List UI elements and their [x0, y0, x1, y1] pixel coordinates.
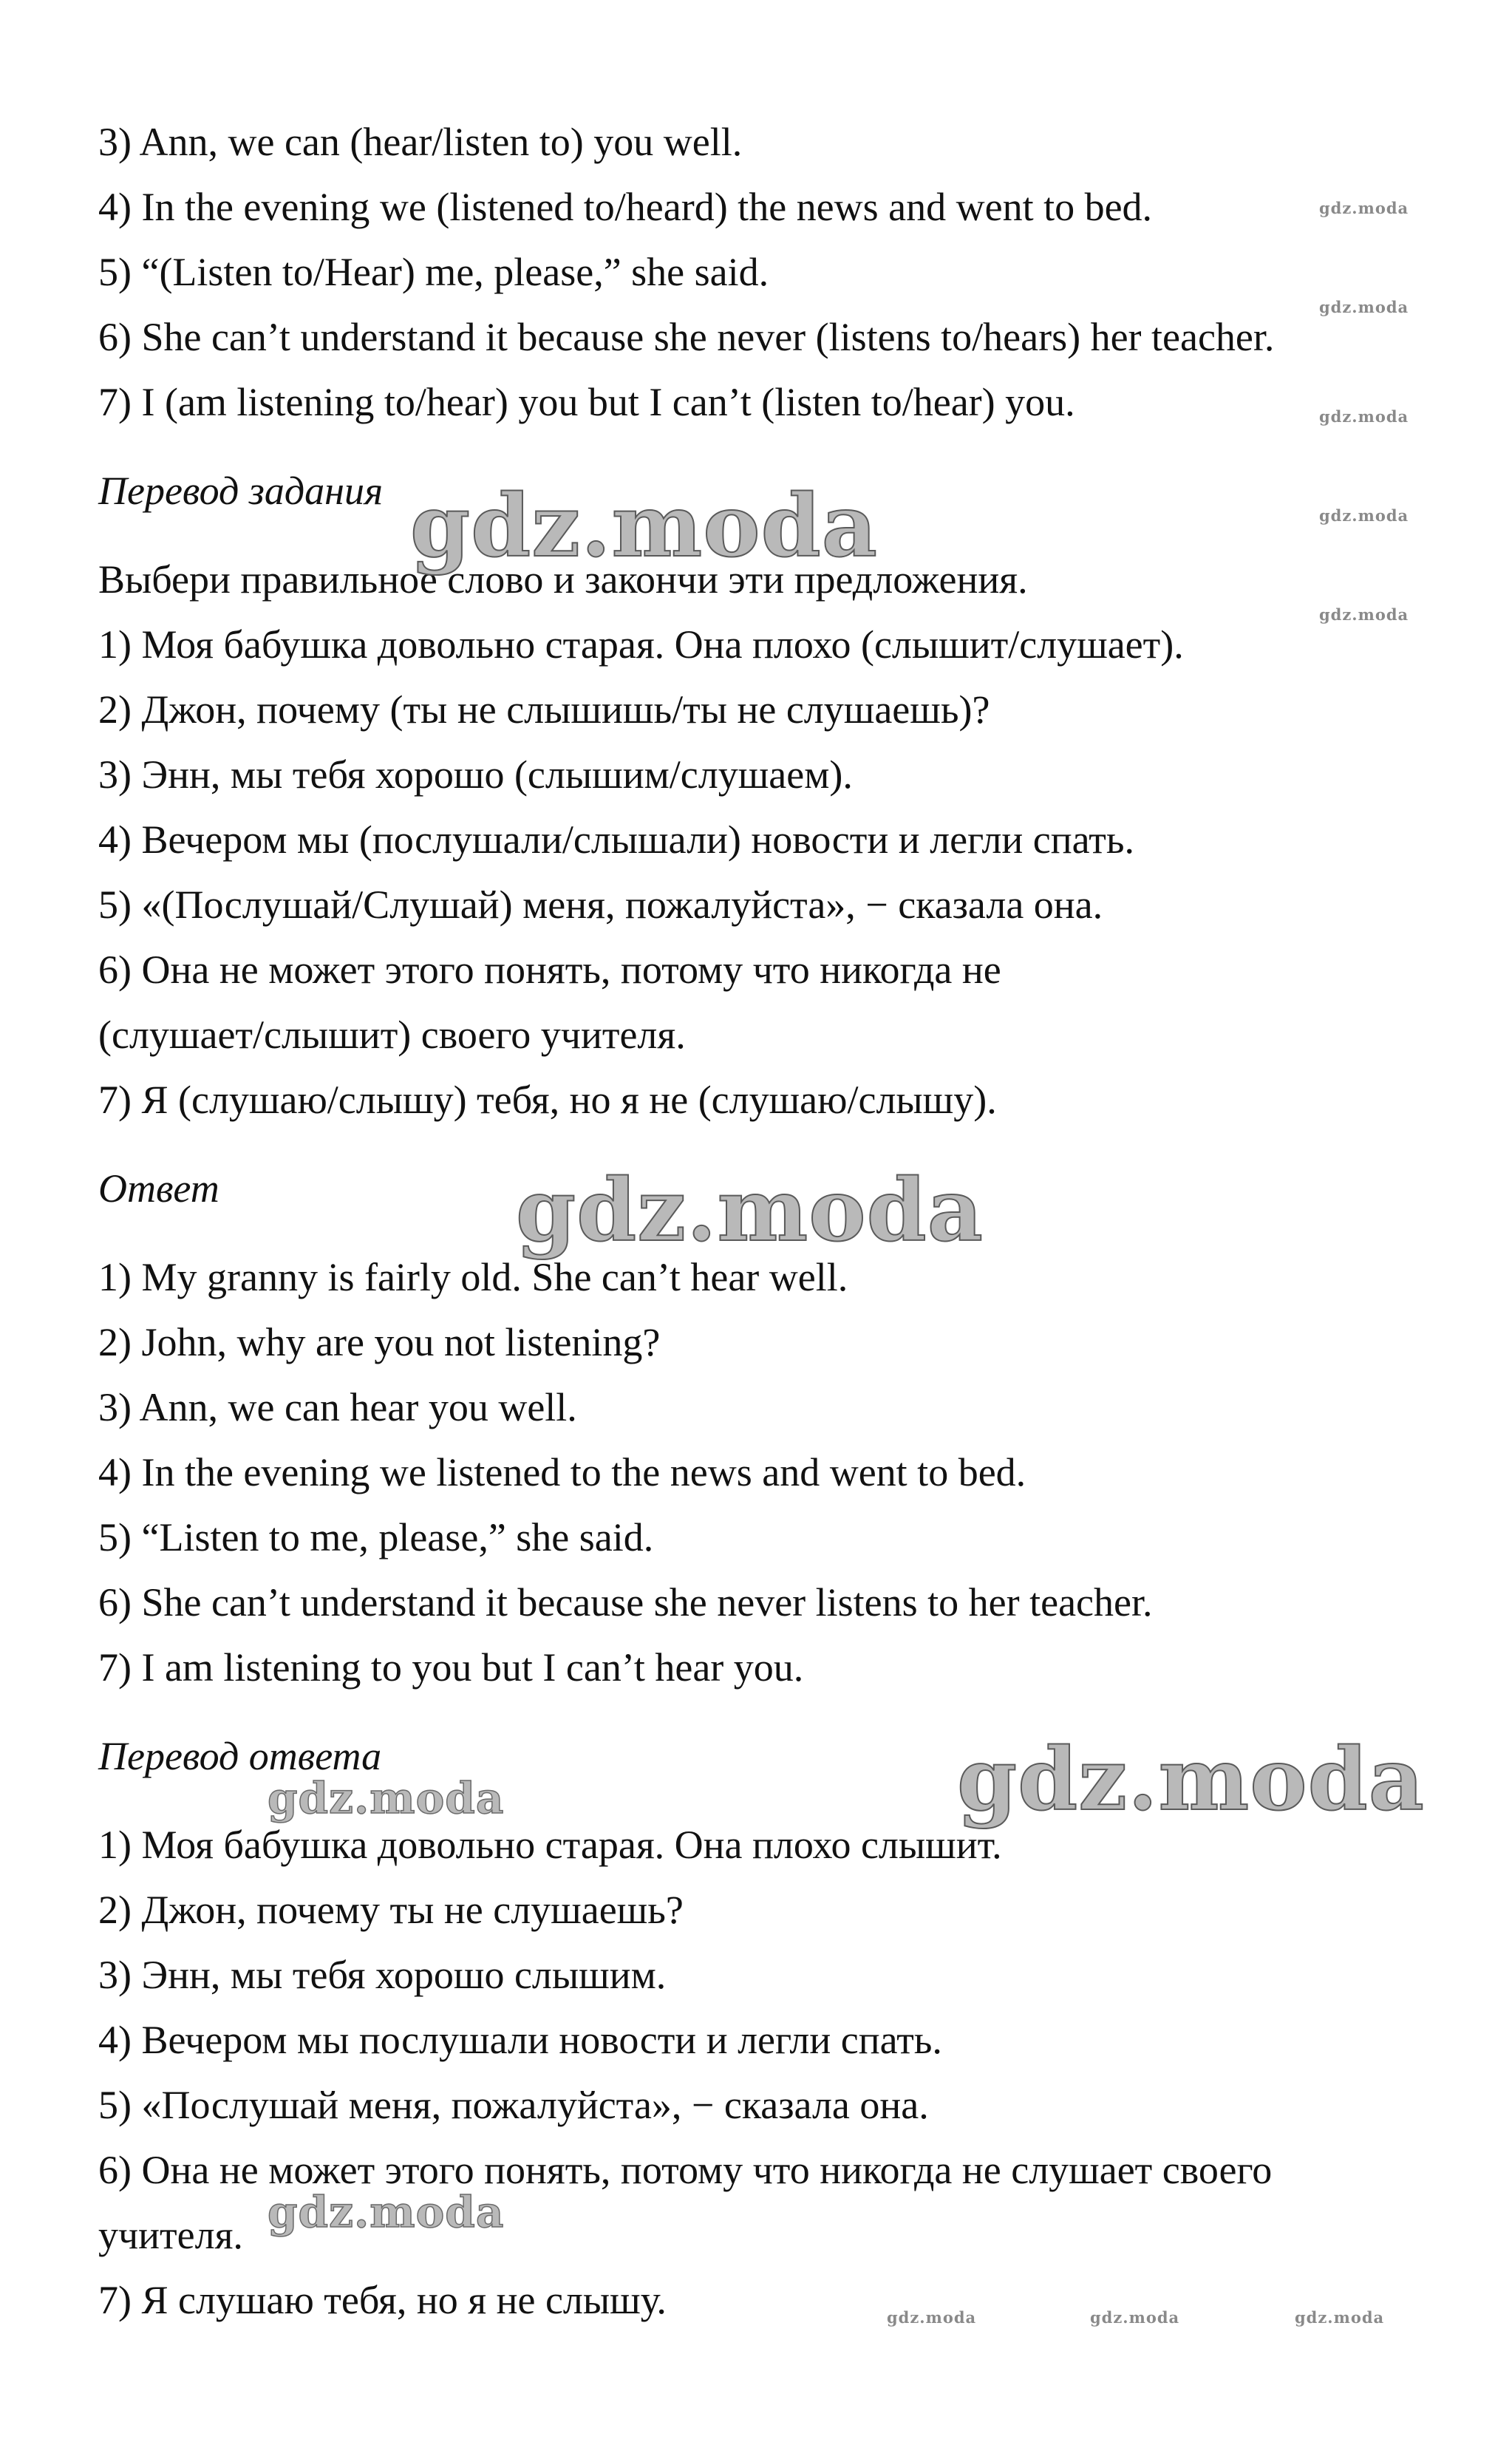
answer-translation-line: 2) Джон, почему ты не слушаешь? — [98, 1888, 684, 1932]
answer-line: 1) My granny is fairly old. She can’t hear well. — [98, 1255, 848, 1299]
answer-translation-line: 7) Я слушаю тебя, но я не слышу. — [98, 2278, 667, 2322]
watermark: gdz.moda — [957, 1729, 1425, 1830]
answer-translation-line: 1) Моя бабушка довольно старая. Она плохо слышит. — [98, 1823, 1002, 1867]
watermark: gdz.moda — [268, 1773, 505, 1823]
task-translation-line: 2) Джон, почему (ты не слышишь/ты не слушаешь)? — [98, 687, 990, 732]
answer-line: 4) In the evening we listened to the news and went to bed. — [98, 1450, 1026, 1494]
task-translation-line: 7) Я (слушаю/слышу) тебя, но я не (слушаю/слышу). — [98, 1078, 997, 1122]
task-translation-line: 1) Моя бабушка довольно старая. Она плохо (слышит/слушает). — [98, 622, 1184, 667]
task-translation-line: 5) «(Послушай/Слушай) меня, пожалуйста», − сказала она. — [98, 882, 1103, 927]
task-translation-line: 4) Вечером мы (послушали/слышали) новости и легли спать. — [98, 817, 1134, 862]
task-translation-line: (слушает/слышит) своего учителя. — [98, 1013, 686, 1057]
watermark: gdz.moda — [1295, 2308, 1385, 2327]
task-translation-heading: Перевод задания — [98, 469, 384, 513]
exercise-line-7: 7) I (am listening to/hear) you but I can’t (listen to/hear) you. — [98, 380, 1075, 424]
watermark: gdz.moda — [1319, 506, 1409, 525]
answer-heading: Ответ — [98, 1166, 219, 1211]
exercise-line-6: 6) She can’t understand it because she never (listens to/hears) her teacher. — [98, 315, 1275, 359]
watermark: gdz.moda — [268, 2187, 505, 2237]
watermark: gdz.moda — [410, 476, 878, 576]
watermark: gdz.moda — [516, 1160, 984, 1261]
answer-translation-line: учителя. — [98, 2213, 243, 2257]
answer-translation-line: 4) Вечером мы послушали новости и легли спать. — [98, 2018, 942, 2062]
answer-line: 2) John, why are you not listening? — [98, 1320, 661, 1364]
exercise-line-3: 3) Ann, we can (hear/listen to) you well. — [98, 120, 743, 164]
answer-line: 5) “Listen to me, please,” she said. — [98, 1515, 654, 1559]
watermark: gdz.moda — [1090, 2308, 1180, 2327]
watermark: gdz.moda — [1319, 407, 1409, 426]
answer-line: 6) She can’t understand it because she never listens to her teacher. — [98, 1580, 1153, 1625]
watermark: gdz.moda — [1319, 199, 1409, 217]
answer-line: 7) I am listening to you but I can’t hear you. — [98, 1645, 804, 1690]
task-translation-line: 6) Она не может этого понять, потому что никогда не — [98, 948, 1001, 992]
answer-translation-line: 5) «Послушай меня, пожалуйста», − сказала она. — [98, 2083, 929, 2127]
task-translation-line: Выбери правильное слово и закончи эти предложения. — [98, 557, 1028, 602]
answer-translation-line: 6) Она не может этого понять, потому что никогда не слушает своего — [98, 2148, 1273, 2192]
exercise-line-5: 5) “(Listen to/Hear) me, please,” she said. — [98, 250, 769, 294]
watermark: gdz.moda — [1319, 298, 1409, 316]
exercise-line-4: 4) In the evening we (listened to/heard) the news and went to bed. — [98, 185, 1153, 229]
watermark: gdz.moda — [887, 2308, 977, 2327]
answer-translation-line: 3) Энн, мы тебя хорошо слышим. — [98, 1953, 667, 1997]
answer-translation-heading: Перевод ответа — [98, 1734, 382, 1778]
watermark: gdz.moda — [1319, 605, 1409, 624]
task-translation-line: 3) Энн, мы тебя хорошо (слышим/слушаем). — [98, 752, 853, 797]
answer-line: 3) Ann, we can hear you well. — [98, 1385, 577, 1429]
